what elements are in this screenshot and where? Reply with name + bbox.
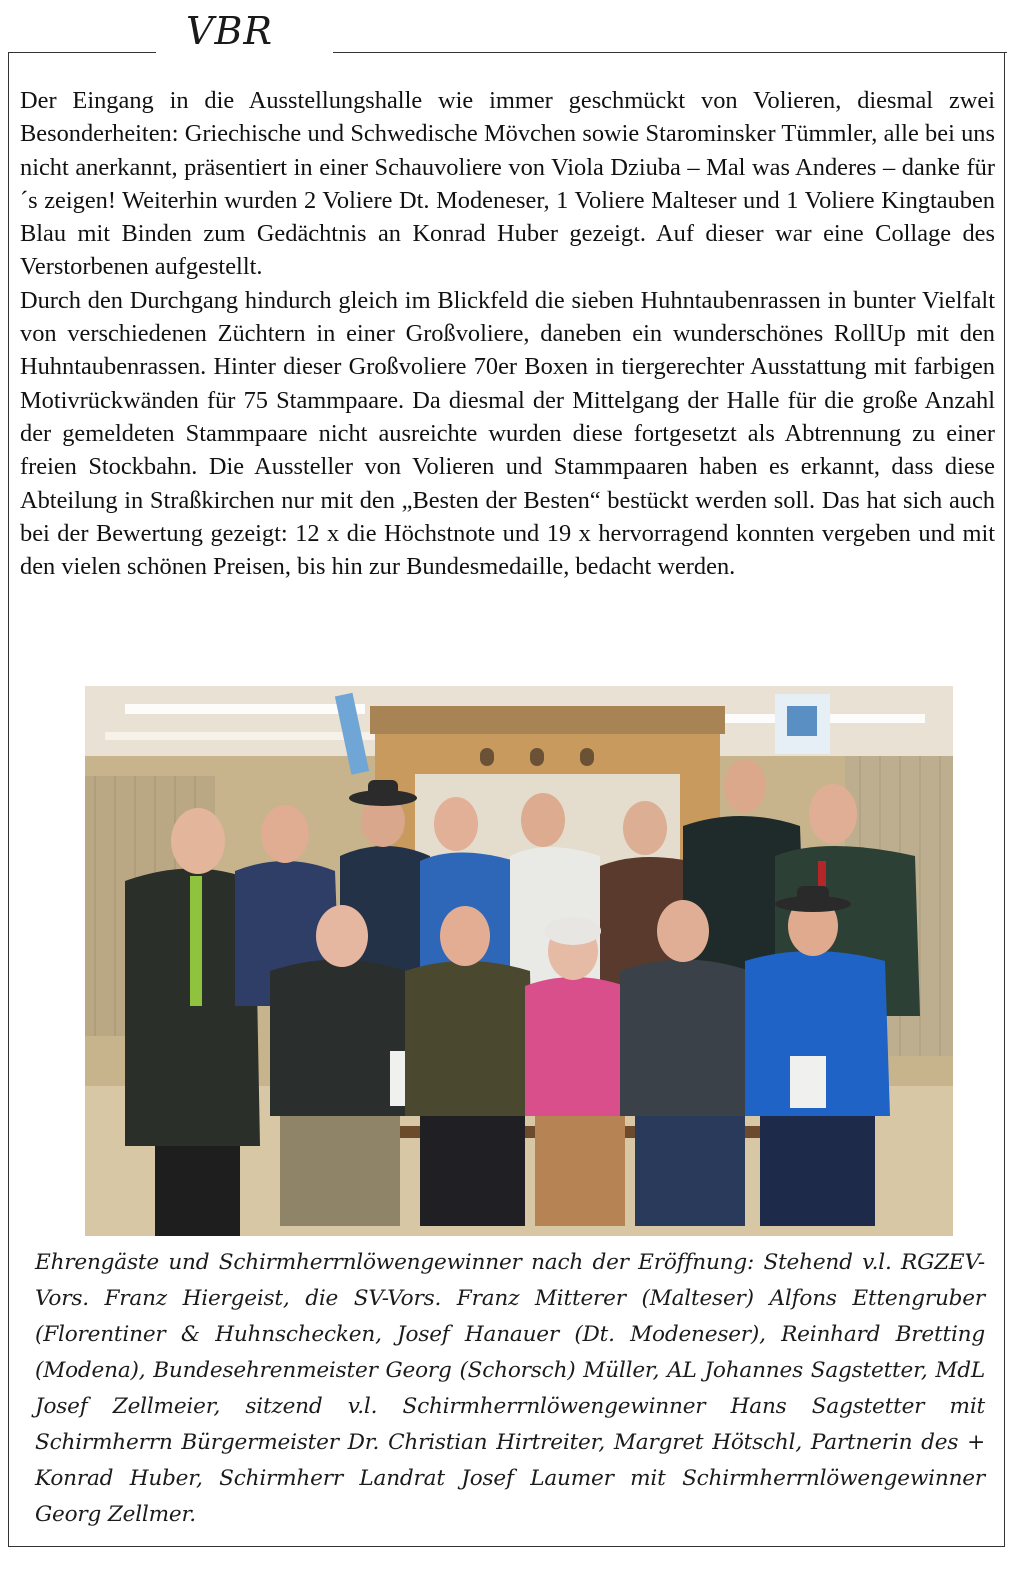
- article-paragraph-2: Durch den Durchgang hindurch gleich im Blickfeld die sieben Huhntaubenrassen in bunter Vielfalt von verschiedenen Züchtern in einer Großvoliere, daneben ein wunderschönes RollUp mit den Huhntaubenrassen. Hinter dieser Großvoliere 70er Boxen in tiergerechter Ausstattung mit farbigen Motivrückwänden für 75 Stammpaare. Da diesmal der Mittelgang der Halle für die große Anzahl der gemeldeten Stammpaare nicht ausreichte wurden diese fortgesetzt als Abtrennung zu einer freien Stockbahn. Die Aussteller von Volieren und Stammpaaren haben es erkannt, dass diese Abteilung in Straßkirchen nur mit den „Besten der Besten“ bestückt werden soll. Das hat sich auch bei der Bewertung gezeigt: 12 x die Höchstnote und 19 x hervorragend konnten vergeben und mit den vielen schönen Preisen, bis hin zur Bundesmedaille, bedacht werden.: [20, 286, 995, 581]
- group-photo: [85, 686, 953, 1236]
- photo-caption: Ehrengäste und Schirmherrnlöwengewinner nach der Eröffnung: Stehend v.l. RGZEV-Vors. Franz Hiergeist, die SV-Vors. Franz Mitterer (Malteser) Alfons Ettengruber (Florentiner & Huhnschecken, Josef Hanauer (Dt. Modeneser), Reinhard Bretting (Modena), Bundesehrenmeister Georg (Schorsch) Müller, AL Johannes Sagstetter, MdL Josef Zellmeier, sitzend v.l. Schirmherrnlöwengewinner Hans Sagstetter mit Schirmherrn Bürgermeister Dr. Christian Hirtreiter, Margret Hötschl, Partnerin des + Konrad Huber, Schirmherr Landrat Josef Laumer mit Schirmherrnlöwengewinner Georg Zellmer.: [35, 1250, 985, 1527]
- article-paragraph-1: Der Eingang in die Ausstellungshalle wie immer geschmückt von Volieren, diesmal zwei Besonderheiten: Griechische und Schwedische Mövchen sowie Starominsker Tümmler, alle bei uns nicht anerkannt, präsentiert in einer Schauvoliere von Viola Dziuba – Mal was Anderes – danke für´s zeigen! Weiterhin wurden 2 Voliere Dt. Modeneser, 1 Voliere Malteser und 1 Voliere Kingtauben Blau mit Binden zum Gedächtnis an Konrad Huber gezeigt. Auf dieser war eine Collage des Verstorbenen aufgestellt.: [20, 87, 995, 281]
- group-photo-illustration: [85, 686, 953, 1236]
- article-body: [20, 84, 995, 583]
- photo-wooden-gate: [375, 734, 720, 774]
- photo-wooden-roof: [370, 706, 725, 734]
- header-title: VBR: [186, 9, 273, 53]
- photo-seated-people: [270, 886, 890, 1226]
